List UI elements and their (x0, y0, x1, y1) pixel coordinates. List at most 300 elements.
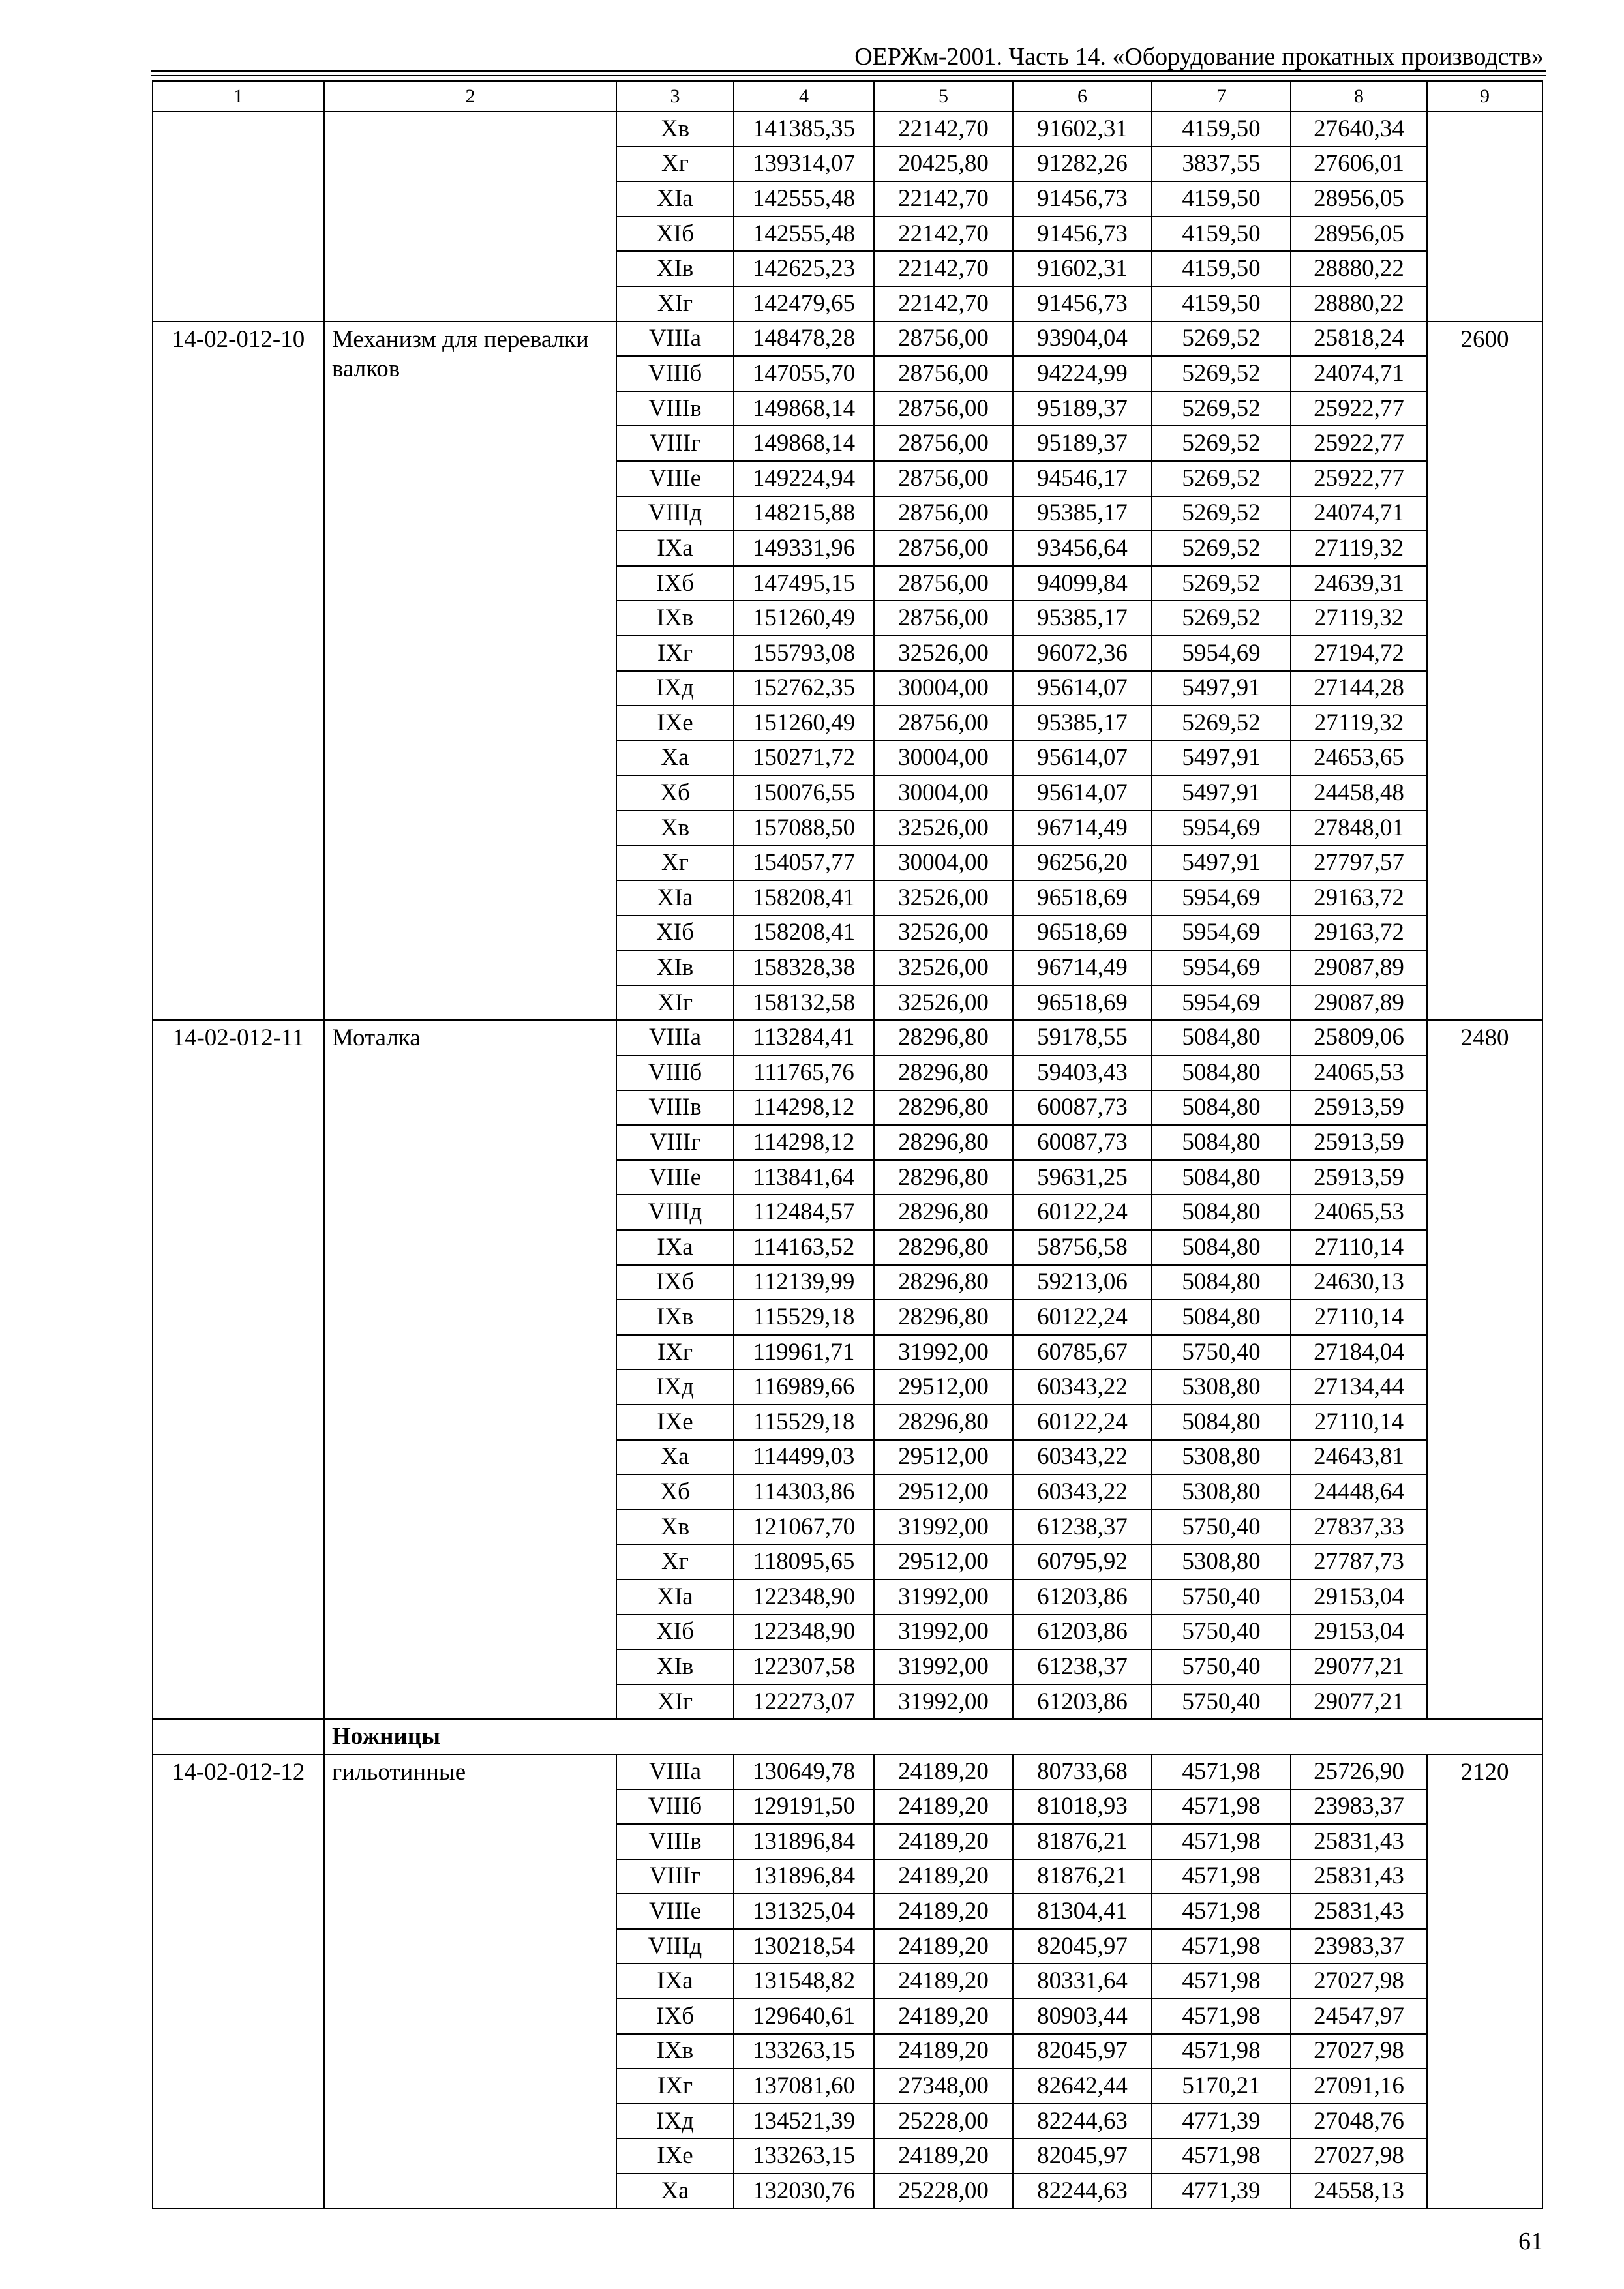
variant-cell: IXд (616, 671, 734, 706)
value-cell-col7: 4771,39 (1152, 2174, 1291, 2209)
value-cell-col4: 122273,07 (734, 1684, 874, 1720)
value-cell-col4: 131896,84 (734, 1824, 874, 1859)
value-cell-col5: 31992,00 (874, 1510, 1013, 1545)
variant-cell: XIв (616, 1649, 734, 1684)
variant-cell: VIIIе (616, 461, 734, 496)
value-cell-col8: 27134,44 (1291, 1369, 1427, 1405)
value-cell-col8: 24639,31 (1291, 566, 1427, 601)
variant-cell: Xв (616, 112, 734, 147)
value-cell-col7: 5750,40 (1152, 1335, 1291, 1370)
value-cell-col8: 27119,32 (1291, 706, 1427, 741)
value-cell-col6: 60122,24 (1013, 1300, 1152, 1335)
value-cell-col5: 28296,80 (874, 1265, 1013, 1300)
column-number-6: 6 (1013, 81, 1152, 112)
variant-cell: VIIIа (616, 322, 734, 357)
value-cell-col4: 141385,35 (734, 112, 874, 147)
value-cell-col4: 147495,15 (734, 566, 874, 601)
value-cell-col6: 91456,73 (1013, 181, 1152, 217)
value-cell-col8: 25913,59 (1291, 1090, 1427, 1126)
value-cell-col4: 158132,58 (734, 985, 874, 1021)
value-cell-col7: 5269,52 (1152, 496, 1291, 531)
value-cell-col4: 142555,48 (734, 217, 874, 252)
value-cell-col4: 148478,28 (734, 322, 874, 357)
value-cell-col6: 95614,07 (1013, 775, 1152, 811)
value-cell-col5: 28756,00 (874, 391, 1013, 426)
value-cell-col4: 151260,49 (734, 706, 874, 741)
column-number-9: 9 (1427, 81, 1542, 112)
value-cell-col6: 59178,55 (1013, 1020, 1152, 1055)
variant-cell: XIг (616, 985, 734, 1021)
value-cell-col8: 24547,97 (1291, 1999, 1427, 2034)
value-cell-col7: 3837,55 (1152, 147, 1291, 182)
value-cell-col8: 27027,98 (1291, 2034, 1427, 2069)
value-cell-col5: 29512,00 (874, 1369, 1013, 1405)
value-cell-col7: 5308,80 (1152, 1544, 1291, 1579)
value-cell-col7: 5084,80 (1152, 1195, 1291, 1230)
value-cell-col8: 23983,37 (1291, 1789, 1427, 1825)
variant-cell: VIIIд (616, 1195, 734, 1230)
value-cell-col7: 5269,52 (1152, 426, 1291, 461)
value-cell-col4: 121067,70 (734, 1510, 874, 1545)
value-cell-col8: 27787,73 (1291, 1544, 1427, 1579)
value-cell-col8: 25809,06 (1291, 1020, 1427, 1055)
variant-cell: Xв (616, 811, 734, 846)
variant-cell: IXв (616, 601, 734, 636)
value-cell-col6: 61203,86 (1013, 1684, 1152, 1720)
value-cell-col6: 81018,93 (1013, 1789, 1152, 1825)
value-cell-col5: 30004,00 (874, 741, 1013, 776)
table-row (153, 1020, 1542, 1055)
value-cell-col5: 24189,20 (874, 1894, 1013, 1929)
variant-cell: XIв (616, 950, 734, 985)
value-cell-col5: 31992,00 (874, 1335, 1013, 1370)
value-cell-col6: 96256,20 (1013, 845, 1152, 880)
value-cell-col7: 5750,40 (1152, 1684, 1291, 1720)
value-cell-col8: 27837,33 (1291, 1510, 1427, 1545)
value-cell-col4: 150076,55 (734, 775, 874, 811)
value-cell-col5: 28756,00 (874, 461, 1013, 496)
value-cell-col7: 4571,98 (1152, 1929, 1291, 1964)
value-cell-col4: 133263,15 (734, 2034, 874, 2069)
value-cell-col6: 96518,69 (1013, 985, 1152, 1021)
value-cell-col7: 5308,80 (1152, 1369, 1291, 1405)
variant-cell: Xа (616, 1440, 734, 1475)
value-cell-col5: 28756,00 (874, 531, 1013, 566)
equipment-name-cell (324, 112, 616, 322)
value-cell-col8: 27797,57 (1291, 845, 1427, 880)
variant-cell: IXд (616, 1369, 734, 1405)
value-cell-col6: 61203,86 (1013, 1615, 1152, 1650)
value-cell-col4: 142625,23 (734, 251, 874, 286)
value-cell-col4: 114163,52 (734, 1230, 874, 1265)
column-9-cell (1427, 112, 1542, 322)
value-cell-col5: 27348,00 (874, 2069, 1013, 2104)
value-cell-col8: 25831,43 (1291, 1859, 1427, 1894)
value-cell-col4: 155793,08 (734, 636, 874, 671)
value-cell-col5: 32526,00 (874, 880, 1013, 916)
value-cell-col5: 28296,80 (874, 1300, 1013, 1335)
value-cell-col5: 32526,00 (874, 636, 1013, 671)
value-cell-col4: 111765,76 (734, 1055, 874, 1090)
value-cell-col6: 59631,25 (1013, 1160, 1152, 1195)
value-cell-col5: 28756,00 (874, 601, 1013, 636)
value-cell-col6: 91456,73 (1013, 217, 1152, 252)
value-cell-col8: 24074,71 (1291, 496, 1427, 531)
value-cell-col4: 122307,58 (734, 1649, 874, 1684)
value-cell-col4: 131325,04 (734, 1894, 874, 1929)
value-cell-col4: 134521,39 (734, 2104, 874, 2139)
value-cell-col8: 24653,65 (1291, 741, 1427, 776)
variant-cell: Xв (616, 1510, 734, 1545)
value-cell-col8: 24630,13 (1291, 1265, 1427, 1300)
value-cell-col7: 4571,98 (1152, 1754, 1291, 1789)
column-number-5: 5 (874, 81, 1013, 112)
value-cell-col7: 5750,40 (1152, 1579, 1291, 1615)
value-cell-col4: 122348,90 (734, 1615, 874, 1650)
value-cell-col7: 5084,80 (1152, 1265, 1291, 1300)
page-number: 61 (1518, 2228, 1543, 2255)
value-cell-col5: 28756,00 (874, 566, 1013, 601)
variant-cell: IXг (616, 2069, 734, 2104)
value-cell-col4: 150271,72 (734, 741, 874, 776)
value-cell-col6: 59213,06 (1013, 1265, 1152, 1300)
value-cell-col8: 29153,04 (1291, 1615, 1427, 1650)
variant-cell: XIб (616, 217, 734, 252)
value-cell-col6: 95189,37 (1013, 426, 1152, 461)
value-cell-col7: 5954,69 (1152, 811, 1291, 846)
value-cell-col7: 4571,98 (1152, 1789, 1291, 1825)
value-cell-col8: 28956,05 (1291, 181, 1427, 217)
value-cell-col8: 27144,28 (1291, 671, 1427, 706)
value-cell-col5: 28756,00 (874, 356, 1013, 391)
variant-cell: VIIIе (616, 1894, 734, 1929)
value-cell-col5: 24189,20 (874, 2138, 1013, 2174)
value-cell-col5: 24189,20 (874, 1789, 1013, 1825)
value-cell-col7: 4571,98 (1152, 1964, 1291, 1999)
variant-cell: IXд (616, 2104, 734, 2139)
column-number-1: 1 (153, 81, 324, 112)
value-cell-col4: 114499,03 (734, 1440, 874, 1475)
value-cell-col6: 60087,73 (1013, 1090, 1152, 1126)
value-cell-col5: 28296,80 (874, 1125, 1013, 1160)
value-cell-col6: 82045,97 (1013, 2034, 1152, 2069)
value-cell-col8: 25831,43 (1291, 1824, 1427, 1859)
table-body (153, 112, 1542, 2209)
value-cell-col6: 82244,63 (1013, 2174, 1152, 2209)
value-cell-col8: 27640,34 (1291, 112, 1427, 147)
variant-cell: IXб (616, 1999, 734, 2034)
value-cell-col5: 28756,00 (874, 496, 1013, 531)
value-cell-col8: 27184,04 (1291, 1335, 1427, 1370)
variant-cell: Xг (616, 147, 734, 182)
value-cell-col5: 22142,70 (874, 217, 1013, 252)
variant-cell: VIIIг (616, 1125, 734, 1160)
variant-cell: IXб (616, 1265, 734, 1300)
value-cell-col4: 137081,60 (734, 2069, 874, 2104)
value-cell-col4: 158208,41 (734, 880, 874, 916)
value-cell-col6: 94099,84 (1013, 566, 1152, 601)
variant-cell: IXа (616, 1964, 734, 1999)
value-cell-col4: 142555,48 (734, 181, 874, 217)
value-cell-col4: 122348,90 (734, 1579, 874, 1615)
value-cell-col8: 29077,21 (1291, 1649, 1427, 1684)
value-cell-col7: 5750,40 (1152, 1510, 1291, 1545)
value-cell-col6: 82045,97 (1013, 1929, 1152, 1964)
variant-cell: VIIIб (616, 356, 734, 391)
value-cell-col4: 129640,61 (734, 1999, 874, 2034)
value-cell-col7: 4159,50 (1152, 251, 1291, 286)
variant-cell: XIв (616, 251, 734, 286)
value-cell-col6: 95385,17 (1013, 601, 1152, 636)
header-rule-thick (151, 70, 1546, 72)
value-cell-col4: 152762,35 (734, 671, 874, 706)
value-cell-col5: 25228,00 (874, 2104, 1013, 2139)
value-cell-col4: 133263,15 (734, 2138, 874, 2174)
value-cell-col7: 4159,50 (1152, 181, 1291, 217)
running-header: ОЕРЖм-2001. Часть 14. «Оборудование прокатных производств» (854, 43, 1544, 70)
value-cell-col8: 27606,01 (1291, 147, 1427, 182)
value-cell-col4: 112484,57 (734, 1195, 874, 1230)
value-cell-col5: 28756,00 (874, 322, 1013, 357)
variant-cell: Xг (616, 845, 734, 880)
value-cell-col8: 25831,43 (1291, 1894, 1427, 1929)
variant-cell: VIIIб (616, 1789, 734, 1825)
value-cell-col6: 61238,37 (1013, 1510, 1152, 1545)
value-cell-col8: 27194,72 (1291, 636, 1427, 671)
value-cell-col8: 29087,89 (1291, 950, 1427, 985)
variant-cell: XIб (616, 1615, 734, 1650)
value-cell-col8: 27110,14 (1291, 1405, 1427, 1440)
equipment-name-cell: Механизм для перевалки валков (324, 322, 616, 1021)
value-cell-col8: 27048,76 (1291, 2104, 1427, 2139)
value-cell-col6: 93904,04 (1013, 322, 1152, 357)
value-cell-col5: 24189,20 (874, 1859, 1013, 1894)
variant-cell: VIIIв (616, 391, 734, 426)
header-rule-thin (151, 75, 1546, 76)
position-code-cell: 14-02-012-12 (153, 1754, 324, 2209)
value-cell-col8: 27027,98 (1291, 2138, 1427, 2174)
value-cell-col7: 5269,52 (1152, 601, 1291, 636)
column-number-7: 7 (1152, 81, 1291, 112)
variant-cell: VIIIв (616, 1090, 734, 1126)
value-cell-col5: 28296,80 (874, 1090, 1013, 1126)
value-cell-col5: 28756,00 (874, 426, 1013, 461)
value-cell-col6: 91602,31 (1013, 251, 1152, 286)
value-cell-col4: 151260,49 (734, 601, 874, 636)
value-cell-col4: 142479,65 (734, 286, 874, 322)
value-cell-col4: 130218,54 (734, 1929, 874, 1964)
variant-cell: VIIIв (616, 1824, 734, 1859)
value-cell-col6: 81876,21 (1013, 1859, 1152, 1894)
value-cell-col7: 5084,80 (1152, 1125, 1291, 1160)
value-cell-col6: 60343,22 (1013, 1440, 1152, 1475)
variant-cell: IXб (616, 566, 734, 601)
value-cell-col5: 30004,00 (874, 845, 1013, 880)
value-cell-col6: 96714,49 (1013, 811, 1152, 846)
value-cell-col7: 4571,98 (1152, 1859, 1291, 1894)
value-cell-col7: 5308,80 (1152, 1474, 1291, 1510)
value-cell-col8: 27119,32 (1291, 531, 1427, 566)
value-cell-col4: 114298,12 (734, 1090, 874, 1126)
variant-cell: IXе (616, 1405, 734, 1440)
value-cell-col8: 28956,05 (1291, 217, 1427, 252)
position-code-cell: 14-02-012-10 (153, 322, 324, 1021)
value-cell-col7: 5954,69 (1152, 880, 1291, 916)
value-cell-col6: 82642,44 (1013, 2069, 1152, 2104)
group-heading-row (153, 1719, 1542, 1754)
value-cell-col6: 91456,73 (1013, 286, 1152, 322)
variant-cell: IXа (616, 1230, 734, 1265)
value-cell-col4: 154057,77 (734, 845, 874, 880)
value-cell-col5: 22142,70 (874, 112, 1013, 147)
value-cell-col6: 94224,99 (1013, 356, 1152, 391)
value-cell-col8: 25922,77 (1291, 461, 1427, 496)
value-cell-col8: 27110,14 (1291, 1230, 1427, 1265)
value-cell-col6: 95385,17 (1013, 706, 1152, 741)
value-cell-col4: 113841,64 (734, 1160, 874, 1195)
value-cell-col5: 22142,70 (874, 286, 1013, 322)
value-cell-col7: 5084,80 (1152, 1055, 1291, 1090)
value-cell-col4: 115529,18 (734, 1405, 874, 1440)
value-cell-col6: 96714,49 (1013, 950, 1152, 985)
value-cell-col7: 4159,50 (1152, 112, 1291, 147)
value-cell-col4: 157088,50 (734, 811, 874, 846)
value-cell-col8: 23983,37 (1291, 1929, 1427, 1964)
value-cell-col4: 148215,88 (734, 496, 874, 531)
value-cell-col5: 28296,80 (874, 1195, 1013, 1230)
value-cell-col8: 27848,01 (1291, 811, 1427, 846)
value-cell-col5: 28296,80 (874, 1160, 1013, 1195)
value-cell-col4: 139314,07 (734, 147, 874, 182)
value-cell-col6: 95385,17 (1013, 496, 1152, 531)
value-cell-col4: 115529,18 (734, 1300, 874, 1335)
value-cell-col7: 5954,69 (1152, 916, 1291, 951)
value-cell-col6: 61238,37 (1013, 1649, 1152, 1684)
value-cell-col7: 4159,50 (1152, 286, 1291, 322)
column-number-8: 8 (1291, 81, 1427, 112)
value-cell-col8: 27027,98 (1291, 1964, 1427, 1999)
value-cell-col8: 25922,77 (1291, 426, 1427, 461)
value-cell-col7: 5269,52 (1152, 531, 1291, 566)
value-cell-col6: 95614,07 (1013, 671, 1152, 706)
value-cell-col4: 149868,14 (734, 391, 874, 426)
value-cell-col5: 20425,80 (874, 147, 1013, 182)
variant-cell: VIIIб (616, 1055, 734, 1090)
column-number-3: 3 (616, 81, 734, 112)
variant-cell: VIIIг (616, 1859, 734, 1894)
value-cell-col5: 31992,00 (874, 1684, 1013, 1720)
value-cell-col5: 32526,00 (874, 985, 1013, 1021)
value-cell-col6: 80331,64 (1013, 1964, 1152, 1999)
value-cell-col8: 25913,59 (1291, 1125, 1427, 1160)
value-cell-col4: 112139,99 (734, 1265, 874, 1300)
value-cell-col7: 5084,80 (1152, 1230, 1291, 1265)
value-cell-col8: 24558,13 (1291, 2174, 1427, 2209)
column-number-row (153, 81, 1542, 112)
price-table (152, 80, 1543, 2209)
value-cell-col4: 149868,14 (734, 426, 874, 461)
value-cell-col4: 130649,78 (734, 1754, 874, 1789)
variant-cell: XIб (616, 916, 734, 951)
variant-cell: IXв (616, 2034, 734, 2069)
value-cell-col5: 22142,70 (874, 181, 1013, 217)
value-cell-col5: 28296,80 (874, 1405, 1013, 1440)
value-cell-col6: 95189,37 (1013, 391, 1152, 426)
value-cell-col8: 28880,22 (1291, 251, 1427, 286)
variant-cell: Xб (616, 775, 734, 811)
value-cell-col5: 28296,80 (874, 1055, 1013, 1090)
value-cell-col5: 29512,00 (874, 1474, 1013, 1510)
value-cell-col7: 5084,80 (1152, 1405, 1291, 1440)
value-cell-col6: 91602,31 (1013, 112, 1152, 147)
value-cell-col7: 5497,91 (1152, 741, 1291, 776)
value-cell-col5: 24189,20 (874, 1964, 1013, 1999)
value-cell-col5: 24189,20 (874, 1999, 1013, 2034)
value-cell-col6: 81876,21 (1013, 1824, 1152, 1859)
value-cell-col5: 24189,20 (874, 2034, 1013, 2069)
variant-cell: XIа (616, 880, 734, 916)
value-cell-col6: 80903,44 (1013, 1999, 1152, 2034)
value-cell-col6: 81304,41 (1013, 1894, 1152, 1929)
value-cell-col4: 131548,82 (734, 1964, 874, 1999)
variant-cell: IXг (616, 1335, 734, 1370)
variant-cell: VIIIд (616, 496, 734, 531)
variant-cell: XIг (616, 286, 734, 322)
value-cell-col7: 4571,98 (1152, 2034, 1291, 2069)
value-cell-col6: 60122,24 (1013, 1195, 1152, 1230)
value-cell-col8: 24065,53 (1291, 1195, 1427, 1230)
value-cell-col7: 5269,52 (1152, 356, 1291, 391)
value-cell-col5: 30004,00 (874, 775, 1013, 811)
value-cell-col5: 28296,80 (874, 1020, 1013, 1055)
variant-cell: IXа (616, 531, 734, 566)
value-cell-col5: 32526,00 (874, 811, 1013, 846)
position-code-cell: 14-02-012-11 (153, 1020, 324, 1719)
value-cell-col6: 82244,63 (1013, 2104, 1152, 2139)
value-cell-col5: 25228,00 (874, 2174, 1013, 2209)
variant-cell: Xа (616, 741, 734, 776)
column-number-4: 4 (734, 81, 874, 112)
value-cell-col8: 24643,81 (1291, 1440, 1427, 1475)
value-cell-col4: 114303,86 (734, 1474, 874, 1510)
table-row (153, 1754, 1542, 1789)
value-cell-col4: 129191,50 (734, 1789, 874, 1825)
value-cell-col8: 29087,89 (1291, 985, 1427, 1021)
value-cell-col8: 25818,24 (1291, 322, 1427, 357)
variant-cell: VIIIд (616, 1929, 734, 1964)
value-cell-col6: 60343,22 (1013, 1474, 1152, 1510)
value-cell-col7: 5750,40 (1152, 1615, 1291, 1650)
value-cell-col7: 5269,52 (1152, 566, 1291, 601)
column-9-cell: 2600 (1427, 322, 1542, 1021)
value-cell-col5: 29512,00 (874, 1544, 1013, 1579)
value-cell-col4: 118095,65 (734, 1544, 874, 1579)
value-cell-col7: 5308,80 (1152, 1440, 1291, 1475)
value-cell-col7: 5269,52 (1152, 706, 1291, 741)
variant-cell: VIIIа (616, 1020, 734, 1055)
value-cell-col7: 5170,21 (1152, 2069, 1291, 2104)
value-cell-col7: 4571,98 (1152, 1999, 1291, 2034)
value-cell-col4: 149331,96 (734, 531, 874, 566)
value-cell-col4: 113284,41 (734, 1020, 874, 1055)
variant-cell: IXе (616, 2138, 734, 2174)
value-cell-col6: 96518,69 (1013, 916, 1152, 951)
table-row (153, 322, 1542, 357)
value-cell-col4: 114298,12 (734, 1125, 874, 1160)
value-cell-col8: 24065,53 (1291, 1055, 1427, 1090)
value-cell-col5: 29512,00 (874, 1440, 1013, 1475)
variant-cell: VIIIе (616, 1160, 734, 1195)
